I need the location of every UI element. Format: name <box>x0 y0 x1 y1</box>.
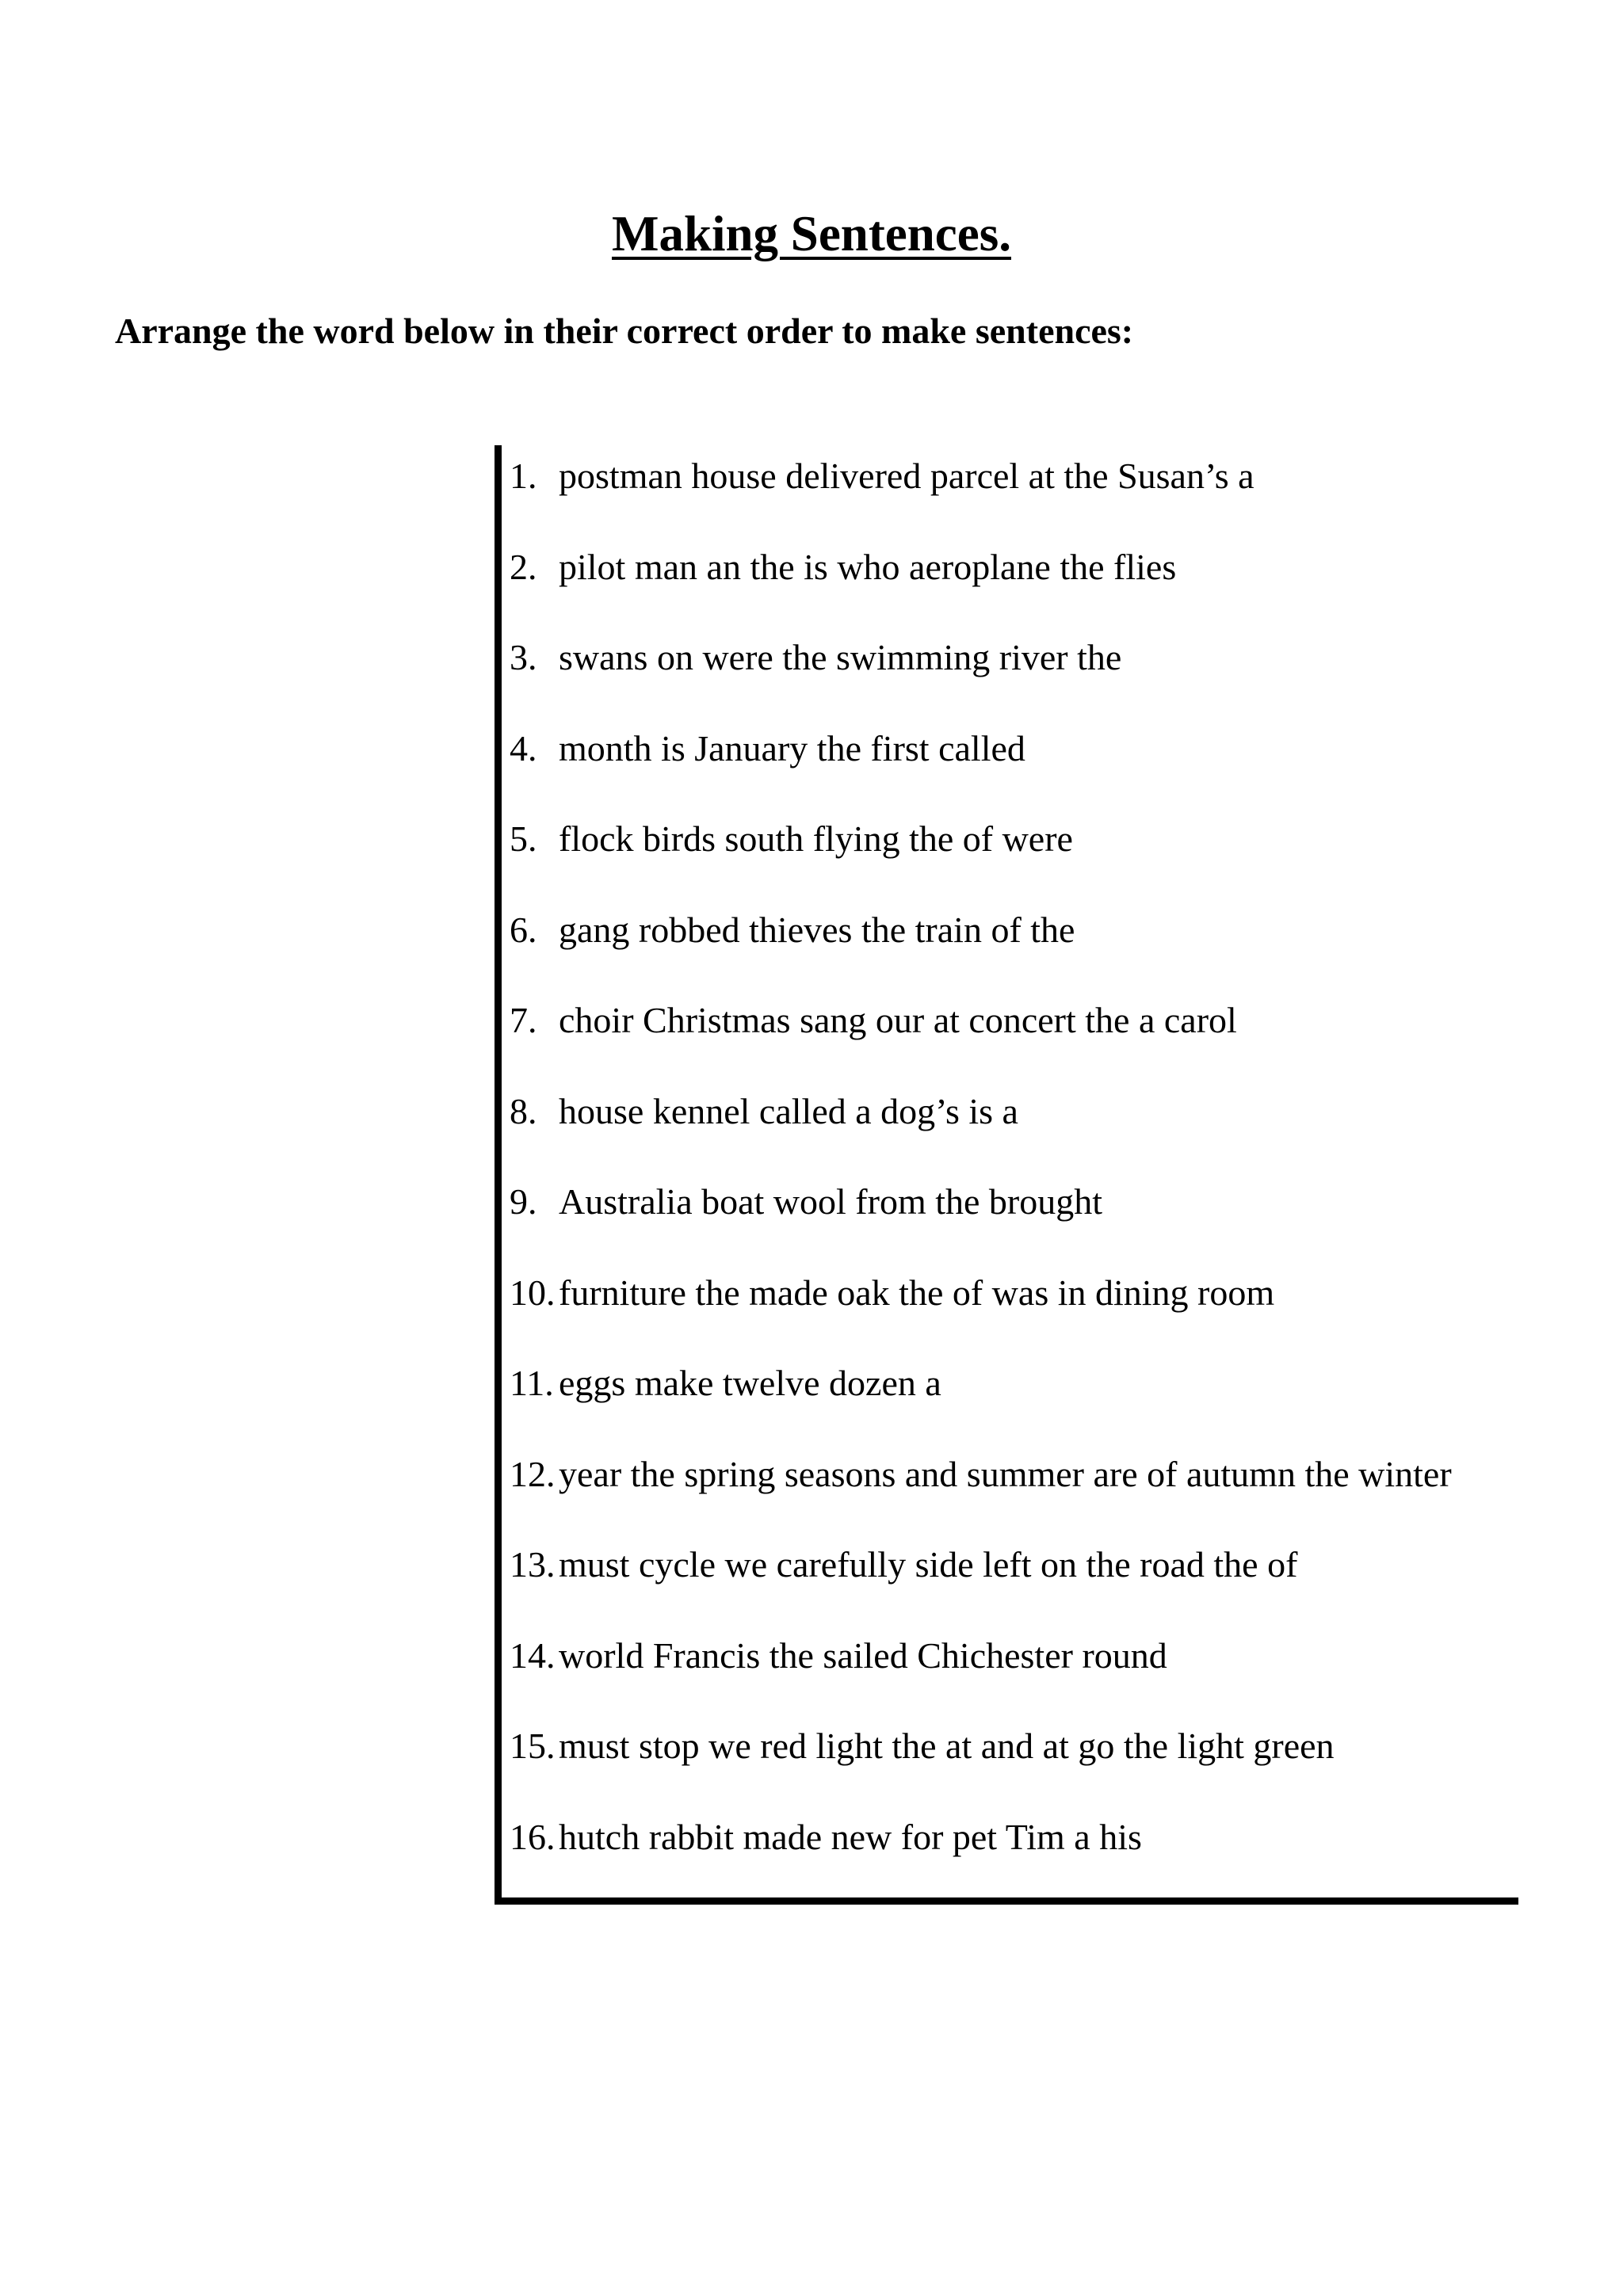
item-text: house kennel called a dog’s is a <box>559 1090 1018 1131</box>
item-number: 2. <box>510 546 537 587</box>
item-text: must cycle we carefully side left on the road the of <box>559 1544 1298 1585</box>
item-number: 8. <box>510 1090 537 1131</box>
list-item <box>510 899 1452 990</box>
item-number: 6. <box>510 909 537 950</box>
item-text: postman house delivered parcel at the Susan’s a <box>559 456 1254 496</box>
list-item <box>510 1715 1452 1806</box>
item-text: year the spring seasons and summer are of autumn the winter <box>559 1453 1452 1494</box>
list-item <box>510 990 1452 1081</box>
item-number: 14. <box>510 1634 556 1676</box>
item-text: eggs make twelve dozen a <box>559 1363 941 1403</box>
page-title: Making Sentences. <box>612 206 1011 261</box>
item-number: 15. <box>510 1726 556 1766</box>
list-item <box>510 718 1452 809</box>
item-text: pilot man an the is who aeroplane the flies <box>559 546 1177 587</box>
list-item <box>510 1625 1452 1716</box>
item-number: 4. <box>510 727 537 769</box>
item-number: 10. <box>510 1272 556 1313</box>
item-text: hutch rabbit made new for pet Tim a his <box>559 1816 1142 1857</box>
item-text: choir Christmas sang our at concert the a carol <box>559 1000 1237 1040</box>
item-text: world Francis the sailed Chichester round <box>559 1634 1167 1676</box>
list-item <box>510 808 1452 899</box>
item-text: flock birds south flying the of were <box>559 818 1073 859</box>
list-item <box>510 1171 1452 1262</box>
item-text: Australia boat wool from the brought <box>559 1181 1103 1222</box>
item-number: 7. <box>510 1000 537 1040</box>
item-text: swans on were the swimming river the <box>559 637 1122 677</box>
list-item <box>510 445 1452 536</box>
item-text: furniture the made oak the of was in dining room <box>559 1272 1275 1313</box>
item-number: 9. <box>510 1181 537 1222</box>
item-number: 1. <box>510 456 537 496</box>
item-text: must stop we red light the at and at go the light green <box>559 1726 1335 1766</box>
item-number: 11. <box>510 1363 554 1403</box>
list-item <box>510 627 1452 718</box>
item-number: 13. <box>510 1544 556 1585</box>
list-item <box>510 1806 1452 1897</box>
list-item <box>510 536 1452 627</box>
item-number: 5. <box>510 818 537 859</box>
list-item <box>510 1444 1452 1535</box>
item-text: gang robbed thieves the train of the <box>559 909 1075 950</box>
list-item <box>510 1352 1452 1444</box>
item-number: 16. <box>510 1816 556 1857</box>
item-text: month is January the first called <box>559 727 1025 769</box>
item-number: 3. <box>510 637 537 677</box>
instruction-text: Arrange the word below in their correct order to make sentences: <box>115 311 1134 351</box>
list-item <box>510 1534 1452 1625</box>
list-item <box>510 1081 1452 1172</box>
list-item <box>510 1262 1452 1353</box>
sentence-list <box>510 445 1452 1897</box>
item-number: 12. <box>510 1453 556 1494</box>
